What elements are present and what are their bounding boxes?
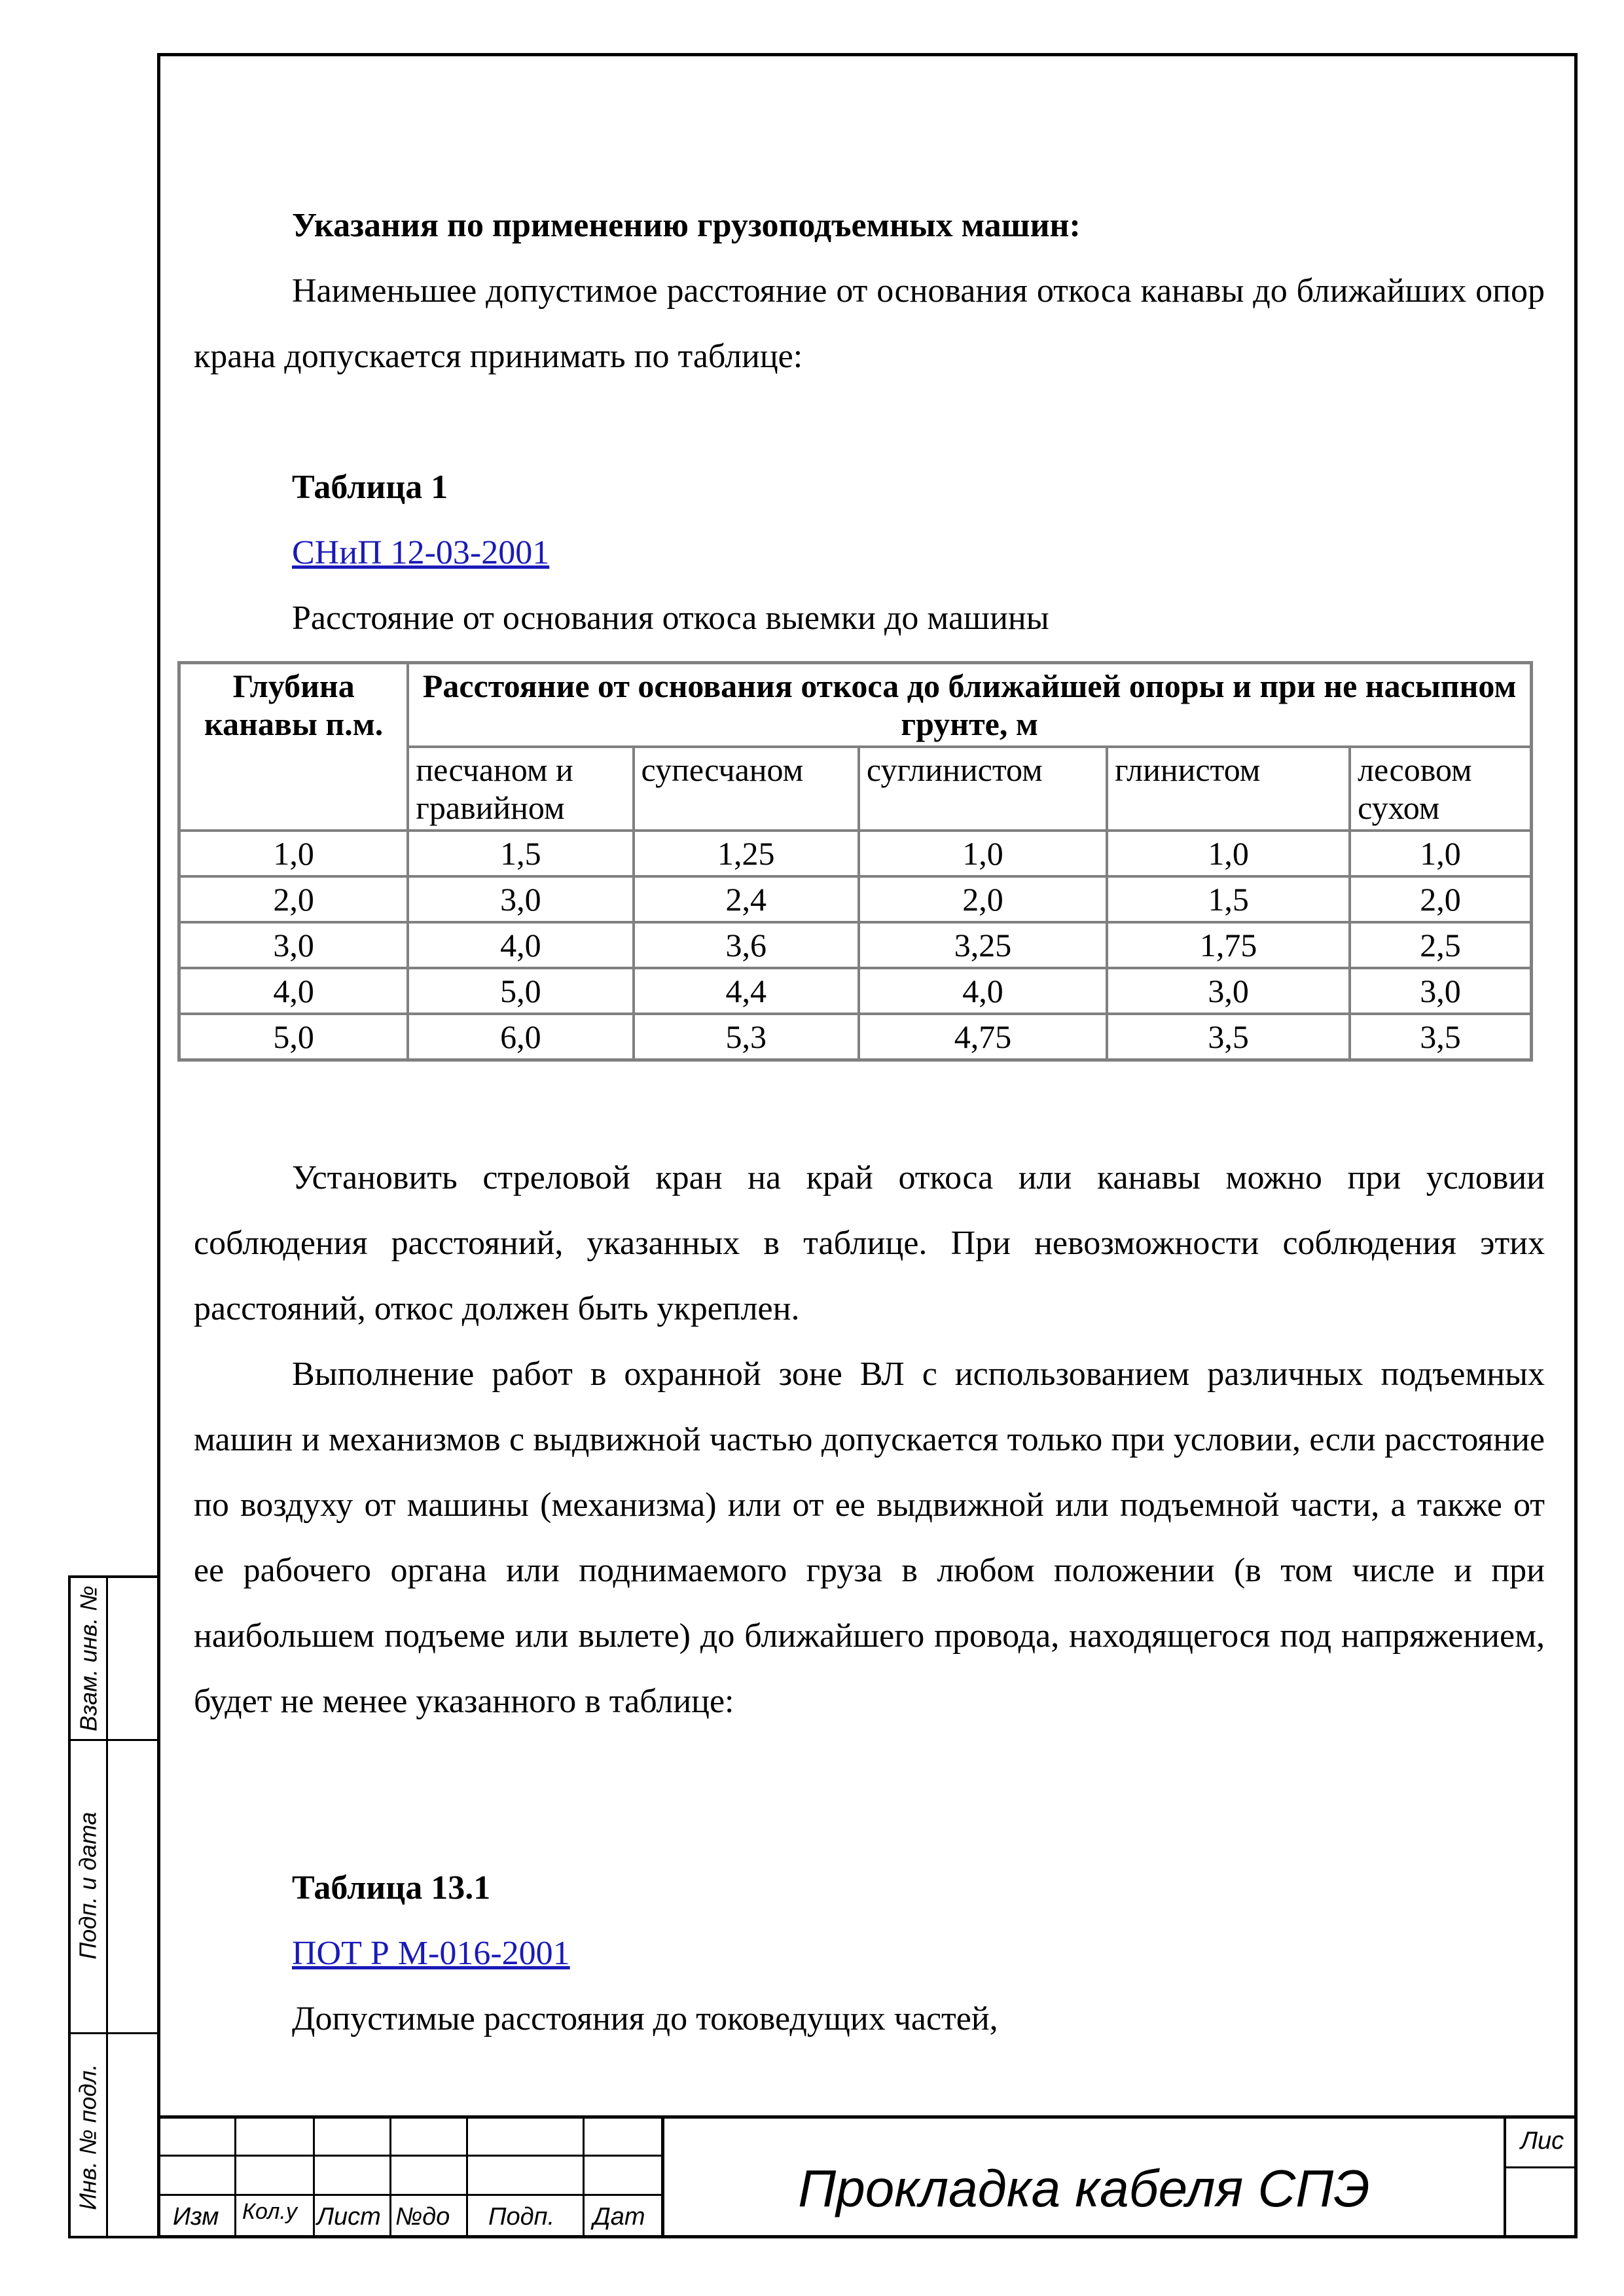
distance-cell: 1,0 <box>1350 831 1531 876</box>
distance-cell: 4,4 <box>634 968 859 1014</box>
table1-caption: Расстояние от основания откоса выемки до машины <box>292 600 1049 637</box>
depth-cell: 2,0 <box>179 876 408 922</box>
col-change: Изм <box>173 2203 219 2231</box>
distance-cell: 3,25 <box>859 922 1107 968</box>
distance-cell: 2,4 <box>634 876 859 922</box>
col-sheet: Лист <box>317 2203 381 2231</box>
header-depth: Глубина канавы п.м. <box>179 663 408 831</box>
sheet-label: Лис <box>1521 2127 1564 2155</box>
paragraph-protected-zone: Выполнение работ в охранной зоне ВЛ с использованием различных подъемных машин и механизмов с выдвижной частью допускается только при условии, если расстояние по воздуху от машины (механизма) или от ее выдвижной или подъемной части, а также от ее рабочего органа или поднимаемого груза в любом положении (в том числе и при наибольшем подъеме или вылете) до ближайшего провода, находящегося под напряжением, будет не менее указанного в таблице: <box>194 1355 1545 1720</box>
distance-cell: 3,5 <box>1350 1014 1531 1060</box>
col-count: Кол.у <box>242 2199 297 2224</box>
table-row <box>179 876 1532 922</box>
distance-cell: 2,0 <box>1350 876 1531 922</box>
col-date: Дат <box>593 2203 645 2231</box>
distance-cell: 3,5 <box>1107 1014 1350 1060</box>
distance-cell: 1,0 <box>1107 831 1350 876</box>
header-distance: Расстояние от основания откоса до ближайшей опоры и при не насыпном грунте, м <box>408 663 1531 747</box>
distance-cell: 1,0 <box>859 831 1107 876</box>
side-label-signature-date: Подп. и дата <box>75 1812 101 1960</box>
col-doc-no: №до <box>395 2203 450 2231</box>
table13-caption: Допустимые расстояния до токоведущих частей, <box>292 2000 998 2037</box>
distance-cell: 1,25 <box>634 831 859 876</box>
distance-cell: 5,0 <box>408 968 633 1014</box>
side-approval-strip <box>68 1575 157 2238</box>
distance-cell: 4,0 <box>859 968 1107 1014</box>
depth-cell: 3,0 <box>179 922 408 968</box>
depth-cell: 5,0 <box>179 1014 408 1060</box>
distance-cell: 3,6 <box>634 922 859 968</box>
distance-cell: 1,75 <box>1107 922 1350 968</box>
distance-cell: 5,3 <box>634 1014 859 1060</box>
document-title: Прокладка кабеля СПЭ <box>798 2159 1370 2217</box>
table1-source-link-wrap <box>292 533 549 573</box>
distance-cell: 1,5 <box>408 831 633 876</box>
table-row <box>179 831 1532 876</box>
distance-cell: 2,5 <box>1350 922 1531 968</box>
table1-source-link[interactable]: СНиП 12-03-2001 <box>292 534 550 571</box>
distance-cell: 1,5 <box>1107 876 1350 922</box>
title-block <box>157 2115 1578 2238</box>
table13-source-link-wrap <box>292 1934 570 1973</box>
table-row <box>179 922 1532 968</box>
depth-cell: 4,0 <box>179 968 408 1014</box>
table13-title: Таблица 13.1 <box>292 1869 491 1907</box>
side-label-original-inventory: Инв. № подл. <box>75 2063 102 2210</box>
intro-paragraph: Наименьшее допустимое расстояние от основания откоса канавы до ближайших опор крана допускается принимать по таблице: <box>194 272 1545 375</box>
distance-cell: 4,75 <box>859 1014 1107 1060</box>
distance-cell: 3,0 <box>1350 968 1531 1014</box>
distance-cell: 2,0 <box>859 876 1107 922</box>
table-row <box>179 1014 1532 1060</box>
section-heading: Указания по применению грузоподъемных машин: <box>292 207 1081 244</box>
table-row <box>179 968 1532 1014</box>
side-label-replacement: Взам. инв. № <box>75 1585 102 1732</box>
soil-col-sandy-loam: супесчаном <box>634 747 859 831</box>
col-signature: Подп. <box>488 2203 555 2231</box>
distance-cell: 3,0 <box>408 876 633 922</box>
distance-cell: 3,0 <box>1107 968 1350 1014</box>
soil-col-sand: песчаном и гравийном <box>408 747 633 831</box>
soil-col-loam: суглинистом <box>859 747 1107 831</box>
soil-col-loess: лесовом сухом <box>1350 747 1531 831</box>
table1-title: Таблица 1 <box>292 469 448 506</box>
crane-distance-table <box>177 661 1533 1062</box>
paragraph-crane-placement: Установить стреловой кран на край откоса или канавы можно при условии соблюдения расстояний, указанных в таблице. При невозможности соблюдения этих расстояний, откос должен быть укреплен. <box>194 1159 1545 1327</box>
distance-cell: 6,0 <box>408 1014 633 1060</box>
distance-cell: 4,0 <box>408 922 633 968</box>
soil-col-clay: глинистом <box>1107 747 1350 831</box>
table13-source-link[interactable]: ПОТ Р М-016-2001 <box>292 1935 570 1972</box>
depth-cell: 1,0 <box>179 831 408 876</box>
